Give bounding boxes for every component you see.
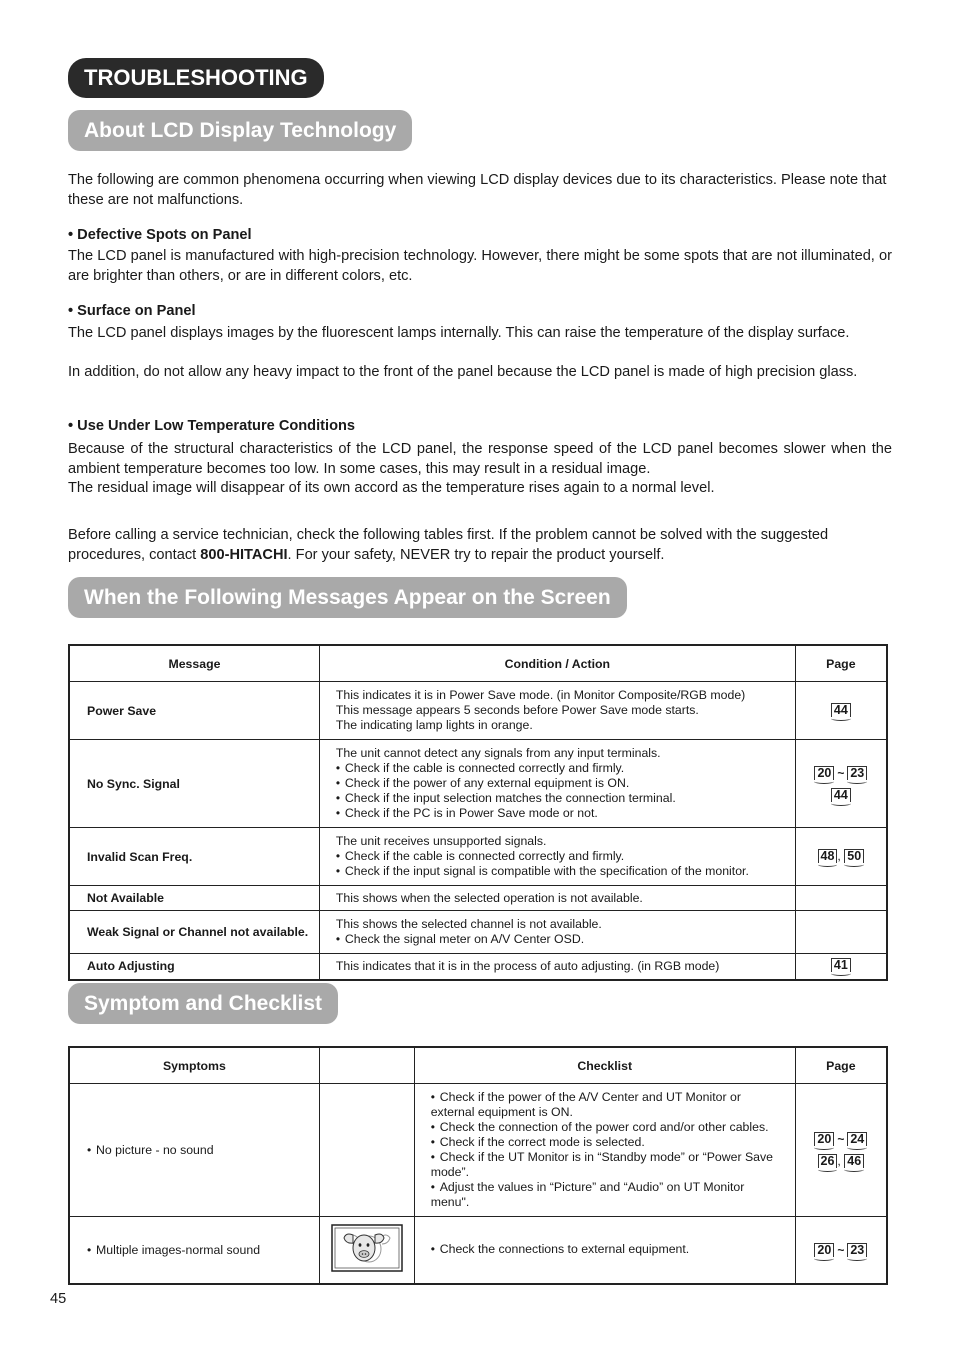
- table-row: [69, 886, 887, 911]
- ghost-image-icon: [331, 1224, 403, 1272]
- symptom-table: [68, 1046, 888, 1285]
- message-cell: Weak Signal or Channel not available.: [69, 911, 319, 954]
- condition-cell: This shows when the selected operation is not available.: [319, 886, 795, 911]
- table-row: [69, 828, 887, 886]
- page-ref[interactable]: 24: [847, 1132, 867, 1146]
- checklist-cell: • Check if the power of the A/V Center and UT Monitor or external equipment is ON. • Check the connection of the power cord and/or other cables. • Check if the correct mode is selected. • Check if the UT Monitor is in “Standby mode” or “Power Save mode”. • Adjust the values in “Picture” and “Audio” on UT Monitor menu".: [414, 1084, 795, 1217]
- table-row: [69, 911, 887, 954]
- table-header-row: [69, 645, 887, 682]
- page-ref[interactable]: 20: [814, 1243, 834, 1257]
- table-row: [69, 954, 887, 980]
- table-row: [69, 1217, 887, 1284]
- page-ref[interactable]: 23: [847, 1243, 867, 1257]
- page-cell: [795, 911, 887, 954]
- condition-cell: This indicates that it is in the process of auto adjusting. (in RGB mode): [319, 954, 795, 980]
- column-header: Page: [795, 645, 887, 682]
- page-ref[interactable]: 41: [831, 958, 851, 972]
- page-ref[interactable]: 48: [818, 849, 838, 863]
- messages-table: [68, 644, 888, 981]
- message-cell: Invalid Scan Freq.: [69, 828, 319, 886]
- table-row: [69, 682, 887, 740]
- condition-cell: The unit cannot detect any signals from any input terminals. • Check if the cable is connected correctly and firmly. • Check if the power of any external equipment is ON. • Check if the input selection matches the connection terminal. • Check if the PC is in Power Save mode or not.: [319, 740, 795, 828]
- message-cell: Auto Adjusting: [69, 954, 319, 980]
- page-ref[interactable]: 20: [814, 766, 834, 780]
- column-header: Symptoms: [69, 1047, 319, 1084]
- item-text-surface: The LCD panel displays images by the fluorescent lamps internally. This can raise the temperature of the display surface.: [68, 325, 850, 341]
- page-ref[interactable]: 23: [847, 766, 867, 780]
- column-header: Checklist: [414, 1047, 795, 1084]
- condition-cell: This shows the selected channel is not available. • Check the signal meter on A/V Center OSD.: [319, 911, 795, 954]
- page-ref[interactable]: 50: [844, 849, 864, 863]
- page-cell: [795, 954, 887, 980]
- section-heading-lcd: About LCD Display Technology: [68, 110, 412, 151]
- item-text-low-temp-2: The residual image will disappear of its own accord as the temperature rises again to a normal level.: [68, 480, 715, 496]
- message-cell: Not Available: [69, 886, 319, 911]
- service-phone: 800-HITACHI: [200, 546, 288, 563]
- page-cell: [795, 682, 887, 740]
- checklist-cell: • Check the connections to external equipment.: [414, 1217, 795, 1284]
- page-cell: 20 ~ 23: [795, 1217, 887, 1284]
- item-text-defective-spots: The LCD panel is manufactured with high-precision technology. However, there might be some spots that are not illuminated, or are brighter than others, or are in different colors, etc.: [68, 248, 892, 284]
- page-ref[interactable]: 44: [831, 703, 851, 717]
- column-header: Message: [69, 645, 319, 682]
- page-ref[interactable]: 20: [814, 1132, 834, 1146]
- page-title: TROUBLESHOOTING: [68, 58, 324, 98]
- page-ref[interactable]: 44: [831, 788, 851, 802]
- page-ref[interactable]: 26: [818, 1154, 838, 1168]
- condition-cell: This indicates it is in Power Save mode. (in Monitor Composite/RGB mode) This message appears 5 seconds before Power Save mode starts. The indicating lamp lights in orange.: [319, 682, 795, 740]
- symptom-cell: • No picture - no sound: [69, 1084, 319, 1217]
- item-heading-low-temp: • Use Under Low Temperature Conditions: [68, 418, 356, 434]
- condition-cell: The unit receives unsupported signals. • Check if the cable is connected correctly and firmly. • Check if the input signal is compatible with the specification of the monitor.: [319, 828, 795, 886]
- page-cell: [795, 886, 887, 911]
- column-header: [319, 1047, 414, 1084]
- item-heading-surface: • Surface on Panel: [68, 303, 196, 319]
- table-row: [69, 1084, 887, 1217]
- symptom-image-cell: [319, 1217, 414, 1284]
- page-cell: 20 ~ 23 44: [795, 740, 887, 828]
- page-cell: 48 , 50: [795, 828, 887, 886]
- page-cell: 20 ~ 24 26 , 46: [795, 1084, 887, 1217]
- message-cell: Power Save: [69, 682, 319, 740]
- service-note: Before calling a service technician, check the following tables first. If the problem cannot be solved with the suggested procedures, contact 800-HITACHI. For your safety, NEVER try to repair the product yourself.: [68, 527, 829, 563]
- column-header: Condition / Action: [319, 645, 795, 682]
- section-heading-symptoms: Symptom and Checklist: [68, 983, 338, 1024]
- table-header-row: [69, 1047, 887, 1084]
- page-number: 45: [50, 1291, 67, 1307]
- section-heading-messages: When the Following Messages Appear on the Screen: [68, 577, 627, 618]
- item-text-surface-2: In addition, do not allow any heavy impact to the front of the panel because the LCD panel is made of high precision glass.: [68, 364, 858, 380]
- item-heading-defective-spots: • Defective Spots on Panel: [68, 227, 252, 243]
- column-header: Page: [795, 1047, 887, 1084]
- page-ref[interactable]: 46: [844, 1154, 864, 1168]
- symptom-cell: • Multiple images-normal sound: [69, 1217, 319, 1284]
- intro-text: The following are common phenomena occurring when viewing LCD display devices due to its characteristics. Please note that these are not malfunctions.: [68, 172, 887, 208]
- message-cell: No Sync. Signal: [69, 740, 319, 828]
- table-row: [69, 740, 887, 828]
- symptom-image-cell: [319, 1084, 414, 1217]
- item-text-low-temp: Because of the structural characteristics of the LCD panel, the response speed of the LCD panel becomes slower when the ambient temperature becomes too low. In some cases, this may result in a residual image.: [68, 441, 892, 477]
